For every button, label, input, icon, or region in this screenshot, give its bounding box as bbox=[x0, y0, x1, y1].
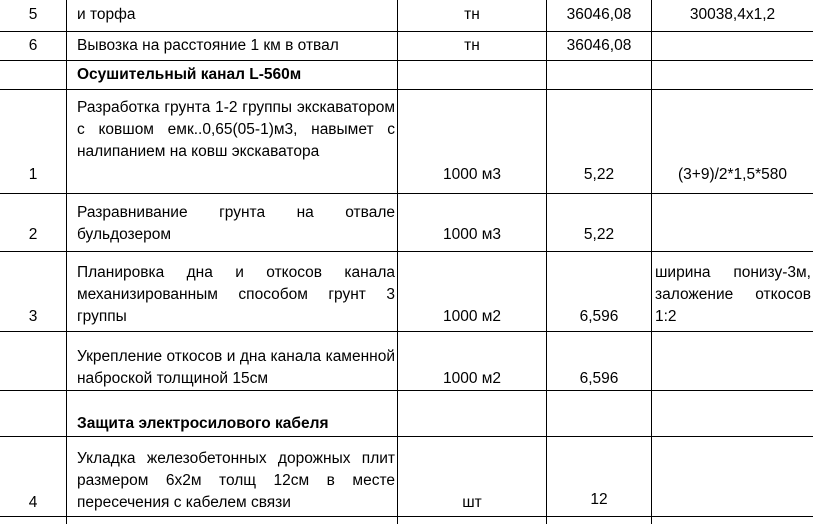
row-divider bbox=[0, 516, 813, 517]
work-description[interactable]: и торфа bbox=[77, 6, 136, 23]
row-divider bbox=[0, 331, 813, 332]
unit-of-measure[interactable]: 1000 м3 bbox=[442, 226, 502, 243]
unit-of-measure[interactable]: тн bbox=[464, 6, 480, 23]
column-divider bbox=[546, 0, 547, 524]
column-divider bbox=[66, 0, 67, 524]
unit-of-measure[interactable]: 1000 м2 bbox=[442, 308, 502, 325]
calculation-note[interactable]: (3+9)/2*1,5*580 bbox=[677, 166, 787, 183]
calculation-note[interactable]: 30038,4х1,2 bbox=[689, 6, 776, 23]
quantity[interactable]: 6,596 bbox=[579, 308, 619, 325]
column-divider bbox=[651, 0, 652, 524]
unit-of-measure[interactable]: тн bbox=[464, 37, 480, 54]
row-divider bbox=[0, 390, 813, 391]
row-number[interactable]: 4 bbox=[28, 494, 38, 511]
unit-of-measure[interactable]: 1000 м3 bbox=[442, 166, 502, 183]
work-description[interactable]: Разработка грунта 1-2 группы экскаватором с ковшом емк..0,65(05-1)м3, навымет с налипанием на ковш экскаватора bbox=[77, 99, 395, 160]
row-number[interactable]: 1 bbox=[28, 166, 38, 183]
work-description[interactable]: Планировка дна и откосов канала механизированным способом грунт 3 группы bbox=[77, 264, 395, 325]
quantity[interactable]: 36046,08 bbox=[566, 37, 632, 54]
row-divider bbox=[0, 193, 813, 194]
row-number[interactable]: 5 bbox=[28, 6, 38, 23]
calculation-note[interactable]: ширина понизу-3м, заложение откосов 1:2 bbox=[655, 264, 811, 325]
row-divider bbox=[0, 31, 813, 32]
work-description[interactable]: Укрепление откосов и дна канала каменной наброской толщиной 15см bbox=[77, 348, 395, 387]
work-description[interactable]: Укладка железобетонных дорожных плит размером 6х2м толщ 12см в месте пересечения с кабелем связи bbox=[77, 450, 395, 511]
row-number[interactable]: 2 bbox=[28, 226, 38, 243]
quantity[interactable]: 36046,08 bbox=[566, 6, 632, 23]
work-description[interactable]: Разравнивание грунта на отвале бульдозером bbox=[77, 204, 395, 243]
section-header[interactable]: Осушительный канал L-560м bbox=[77, 66, 302, 83]
section-header[interactable]: Защита электросилового кабеля bbox=[77, 415, 329, 432]
row-divider bbox=[0, 251, 813, 252]
row-number[interactable]: 6 bbox=[28, 37, 38, 54]
row-divider bbox=[0, 60, 813, 61]
quantity[interactable]: 6,596 bbox=[579, 370, 619, 387]
unit-of-measure[interactable]: шт bbox=[462, 494, 482, 511]
row-divider bbox=[0, 89, 813, 90]
column-divider bbox=[397, 0, 398, 524]
unit-of-measure[interactable]: 1000 м2 bbox=[442, 370, 502, 387]
quantity[interactable]: 5,22 bbox=[583, 226, 615, 243]
quantity[interactable]: 12 bbox=[590, 491, 608, 508]
work-description[interactable]: Вывозка на расстояние 1 км в отвал bbox=[77, 37, 339, 54]
quantity[interactable]: 5,22 bbox=[583, 166, 615, 183]
row-number[interactable]: 3 bbox=[28, 308, 38, 325]
row-divider bbox=[0, 436, 813, 437]
